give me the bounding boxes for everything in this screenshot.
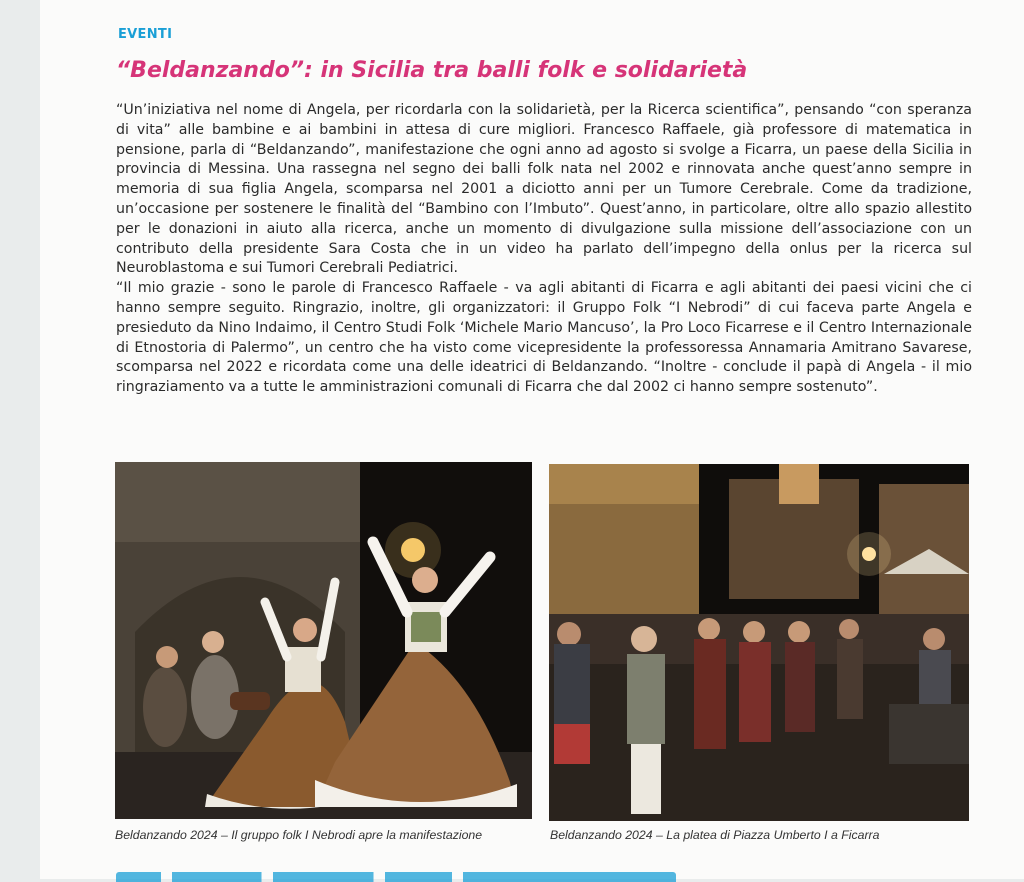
- photo-folk-dancers: [115, 462, 532, 819]
- section-label: EVENTI: [118, 27, 173, 42]
- article-paragraph-1: “Un’iniziativa nel nome di Angela, per ricordarla con la solidarietà, per la Ricerca scientifica”, pensando “con speranza di vita” alle bambine e ai bambini in attesa di cure migliori. Francesco Raffaele, già professore di matematica in pensione, parla di “Beldanzando”, manifestazione che ogni anno ad agosto si svolge a Ficarra, un paese della Sicilia in provincia di Messina. Una rassegna nel segno dei balli folk nata nel 2002 e rinnovata anche quest’anno sempre in memoria di sua figlia Angela, scomparsa nel 2001 a diciotto anni per un Tumore Cerebrale. Come da tradizione, un’occasione per sostenere le finalità del “Bambino con l’Imbuto”. Quest’anno, in particolare, oltre allo spazio allestito per le donazioni in aiuto alla ricerca, anche un momento di divulgazione sulla missione dell’associazione con un contributo della presidente Sara Costa che in un video ha parlato dell’impegno della onlus per la ricerca sul Neuroblastoma e sui Tumori Cerebrali Pediatrici.: [116, 102, 972, 277]
- article-paragraph-2: “Il mio grazie - sono le parole di Francesco Raffaele - va agli abitanti di Ficarra e agli abitanti dei paesi vicini che ci hanno sempre seguito. Ringrazio, inoltre, gli organizzatori: il Gruppo Folk “I Nebrodi” di cui faceva parte Angela e presieduto da Nino Indaimo, il Centro Studi Folk ‘Michele Mario Mancuso’, la Pro Loco Ficarrese e il Centro Internazionale di Etnostoria di Palermo”, un centro che ha visto come vicepresidente la professoressa Annamaria Amitrano Savarese, scomparsa nel 2022 e ricordata come una delle ideatrici di Beldanzando. “Inoltre - conclude il papà di Angela - il mio ringraziamento va a tutte le amministrazioni comunali di Ficarra che dal 2002 ci hanno sempre sostenuto”.: [116, 280, 972, 396]
- next-article-heading-cropped: [116, 868, 676, 882]
- photo-caption-2: Beldanzando 2024 – La platea di Piazza Umberto I a Ficarra: [550, 828, 880, 842]
- photo-caption-1: Beldanzando 2024 – Il gruppo folk I Nebrodi apre la manifestazione: [115, 828, 483, 842]
- article-body: [116, 101, 972, 398]
- article-title: “Beldanzando”: in Sicilia tra balli folk e solidarietà: [116, 58, 748, 83]
- photo-piazza-crowd: [549, 464, 969, 821]
